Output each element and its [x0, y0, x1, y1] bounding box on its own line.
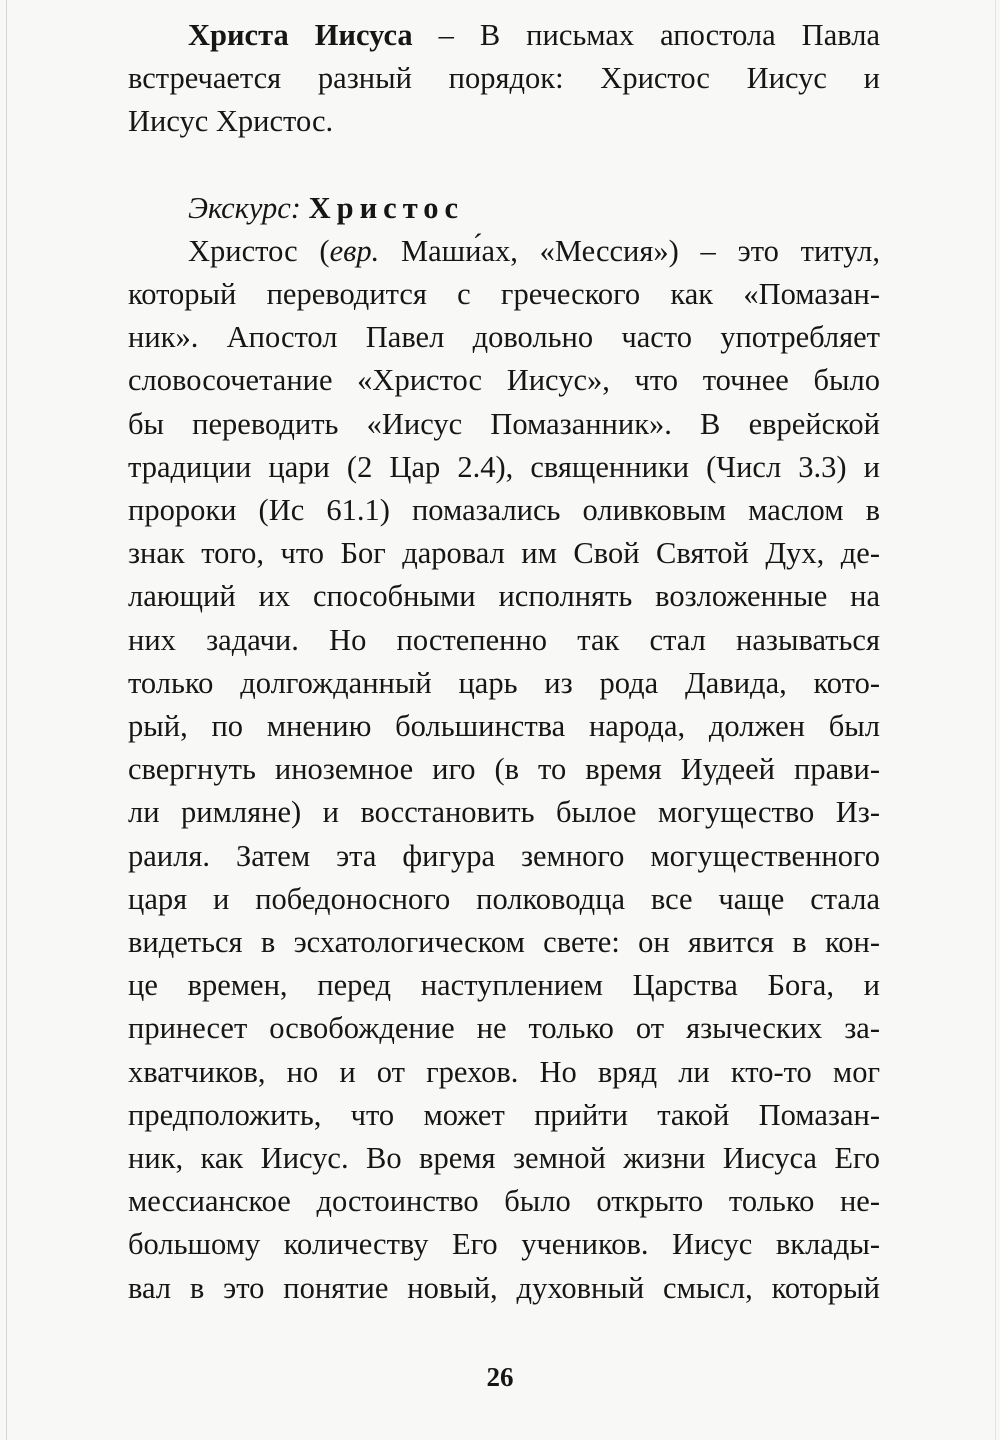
- body-line: видеться в эсхатологическом свете: он явится в кон-: [128, 925, 880, 960]
- body-line: словосочетание «Христос Иисус», что точнее было: [128, 363, 880, 398]
- body-line: только долгожданный царь из рода Давида, кото-: [128, 665, 880, 700]
- excursus-title: Христос: [308, 190, 465, 225]
- body-line: знак того, что Бог даровал им Свой Святой Дух, де-: [128, 536, 880, 571]
- body-line: рый, по мнению большинства народа, должен был: [128, 709, 880, 744]
- body-line: хватчиков, но и от грехов. Но вряд ли кто-то мог: [128, 1054, 880, 1089]
- body-line: раиля. Затем эта фигура земного могущественного: [128, 838, 880, 873]
- body-line: вал в это понятие новый, духовный смысл, который: [128, 1270, 880, 1305]
- page-number: 26: [486, 1362, 514, 1392]
- body-line: большому количеству Его учеников. Иисус вклады-: [128, 1227, 880, 1262]
- body-line: пророки (Ис 61.1) помазались оливковым маслом в: [128, 493, 880, 528]
- excursus-label: Экскурс:: [188, 190, 301, 225]
- body-line: мессианское достоинство было открыто только не-: [128, 1184, 880, 1219]
- body-line: принесет освобождение не только от языческих за-: [128, 1011, 880, 1046]
- body-line: ли римляне) и восстановить былое могущество Из-: [128, 795, 880, 830]
- body-line: ник». Апостол Павел довольно часто употребляет: [128, 320, 880, 355]
- intro-line-2: встречается разный порядок: Христос Иисус и: [128, 61, 880, 96]
- body-line: традиции цари (2 Цар 2.4), священники (Числ 3.3) и: [128, 449, 880, 484]
- body-line: них задачи. Но постепенно так стал называться: [128, 622, 880, 657]
- abbrev-evr: евр.: [329, 233, 380, 268]
- body-line: лающий их способными исполнять возложенные на: [128, 579, 880, 614]
- excursus-heading: [128, 187, 880, 230]
- page-content: [128, 14, 880, 1310]
- body-line: предположить, что может прийти такой Помазан-: [128, 1097, 880, 1132]
- body-line-1: Христос (евр. Маши́ах, «Мессия») – это титул,: [188, 233, 880, 268]
- body-line: свергнуть иноземное иго (в то время Иудеей прави-: [128, 752, 880, 787]
- body-line: бы переводить «Иисус Помазанник». В еврейской: [128, 406, 880, 441]
- body-line: це времен, перед наступлением Царства Бога, и: [128, 968, 880, 1003]
- term-christ-jesus: Христа Иисуса: [188, 18, 413, 52]
- intro-line-1: Христа Иисуса – В письмах апостола Павла: [188, 18, 881, 52]
- paragraph-gap: [128, 144, 880, 187]
- intro-line-3: Иисус Христос.: [128, 104, 334, 139]
- body-line: который переводится с греческого как «Помазан-: [128, 277, 880, 312]
- body-line: ник, как Иисус. Во время земной жизни Иисуса Его: [128, 1141, 880, 1176]
- body-line: царя и победоносного полководца все чаще стала: [128, 881, 880, 916]
